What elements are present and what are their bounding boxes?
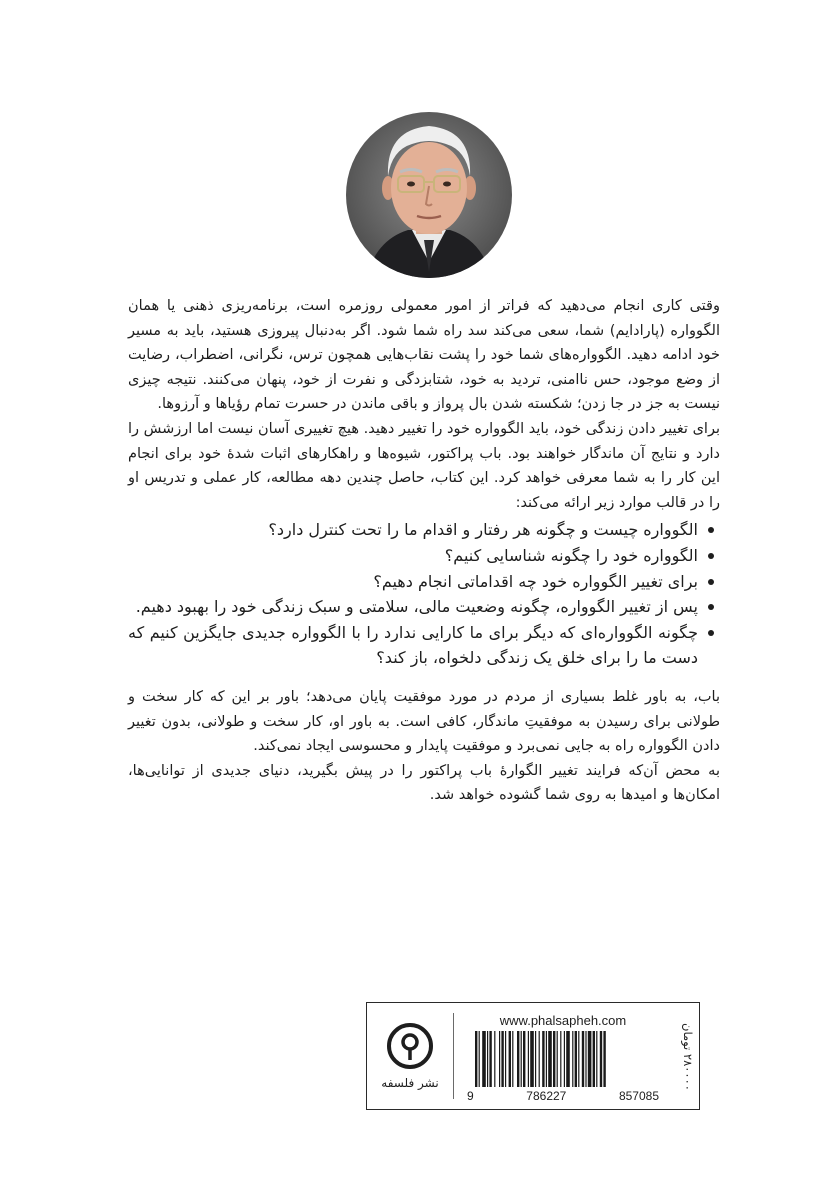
barcode-bar bbox=[553, 1031, 555, 1087]
barcode-bar bbox=[585, 1031, 586, 1087]
barcode-bar bbox=[539, 1031, 540, 1087]
isbn-digit-group: 786227 bbox=[526, 1089, 567, 1103]
list-item bbox=[128, 594, 698, 620]
list-item bbox=[128, 517, 698, 543]
closing-paragraph: به محض آن‌که فرایند تغییر الگوارهٔ باب پراکتور را در پیش بگیرید، دنیای جدیدی از توانایی‌ها، امکان‌ها و امیدها به روی شما گشوده خواهد شد. bbox=[128, 762, 720, 804]
barcode-bar bbox=[512, 1031, 513, 1087]
barcode-bar bbox=[499, 1031, 500, 1087]
barcode-bar bbox=[588, 1031, 592, 1087]
barcode-bar bbox=[528, 1031, 529, 1087]
bullet-icon bbox=[708, 527, 714, 533]
closing-paragraph: باب، به باور غلط بسیاری از مردم در مورد موفقیت پایان می‌دهد؛ باور بر این که کار سخت و طولانی برای رسیدن به موفقیتِ ماندگار، کافی است. به باور او، کار سخت و طولانی، بدون تغییر دادن الگوواره راه به جایی نمی‌برد و موفقیت پایدار و محسوسی ایجاد نمی‌کند. bbox=[128, 688, 720, 755]
barcode-bar bbox=[582, 1031, 584, 1087]
list-item bbox=[128, 620, 698, 671]
isbn-digit-group: 857085 bbox=[618, 1089, 659, 1103]
list-item-text: برای تغییر الگوواره خود چه اقداماتی انجام دهیم؟ bbox=[373, 571, 698, 591]
list-item-text: پس از تغییر الگوواره، چگونه وضعیت مالی، سلامتی و سبک زندگی خود را بهبود دهیم. bbox=[135, 597, 698, 617]
barcode-bar bbox=[489, 1031, 491, 1087]
publisher-logo-icon bbox=[386, 1022, 434, 1070]
barcode-bar bbox=[521, 1031, 522, 1087]
barcode-bar bbox=[542, 1031, 544, 1087]
publisher-name: نشر فلسفه bbox=[381, 1075, 439, 1090]
intro-paragraph: برای تغییر دادن زندگی خود، باید الگوواره خود را تغییر دهید. هیچ تغییری آسان نیست اما ارزشش را دارد و نتایج آن ماندگار خواهند بود. باب پراکتور، شیوه‌ها و راهکارهای اثبات شدهٔ خود برای انجام این کار را به شما معرفی خواهد کرد. این کتاب، حاصل چندین دهه مطالعه، کار عملی و تدریس او را در قالب موارد زیر ارائه می‌کند: bbox=[128, 420, 720, 511]
barcode-bar bbox=[535, 1031, 536, 1087]
barcode-bar bbox=[479, 1031, 480, 1087]
bullet-icon bbox=[708, 579, 714, 585]
intro-paragraph: وقتی کاری انجام می‌دهید که فراتر از امور معمولی روزمره است، برنامه‌ریزی ذهنی یا همان الگوواره (پارادایم) شما، سعی می‌کند سد راه شما شود. اگر به‌دنبال پیروزی هستید، باید به مسیر خود ادامه دهید. الگوواره‌های شما خود را پشت نقاب‌هایی همچون ترس، نگرانی، اضطراب، رضایت از وضع موجود، حس ناامنی، تردید به خود، شتابزدگی و نفرت از خود، پنهان می‌کنند. نتیجه چیزی نیست به جز در جا زدن؛ شکسته شدن بال پرواز و باقی ماندن در حسرت تمام رؤیاها و آرزوها. bbox=[128, 298, 720, 413]
barcode-bar bbox=[593, 1031, 595, 1087]
barcode-bar bbox=[505, 1031, 506, 1087]
barcode-bar bbox=[530, 1031, 534, 1087]
barcode-bar bbox=[575, 1031, 577, 1087]
barcode-bar bbox=[566, 1031, 570, 1087]
list-item bbox=[128, 569, 698, 595]
barcode-bar bbox=[482, 1031, 486, 1087]
author-portrait-icon bbox=[346, 112, 512, 278]
publisher-website: www.phalsapheh.com bbox=[499, 1013, 627, 1028]
list-item-text: الگوواره خود را چگونه شناسایی کنیم؟ bbox=[444, 545, 698, 565]
barcode-bar bbox=[487, 1031, 488, 1087]
bullet-icon bbox=[708, 630, 714, 636]
list-item-text: الگوواره چیست و چگونه هر رفتار و اقدام ما را تحت کنترل دارد؟ bbox=[268, 520, 698, 540]
barcode-bar bbox=[546, 1031, 547, 1087]
isbn-digit-group: 9 bbox=[467, 1089, 474, 1103]
barcode-bar bbox=[475, 1031, 477, 1087]
barcode-bar bbox=[494, 1031, 495, 1087]
barcode-bar bbox=[560, 1031, 561, 1087]
barcode-bar bbox=[578, 1031, 579, 1087]
publisher-block bbox=[367, 1003, 453, 1108]
barcode-bar bbox=[596, 1031, 597, 1087]
author-portrait bbox=[346, 112, 512, 278]
list-item-text: چگونه الگوواره‌ای که دیگر برای ما کارایی ندارد را با الگوواره جدیدی جایگزین کنیم که دست ما را برای خلق یک زندگی دلخواه، باز کند؟ bbox=[128, 622, 698, 668]
barcode-bar bbox=[600, 1031, 602, 1087]
barcode-bar bbox=[523, 1031, 525, 1087]
barcode-bar bbox=[509, 1031, 511, 1087]
barcode-bar bbox=[564, 1031, 565, 1087]
price-label: ۲۸۰۰۰۰ تومان bbox=[681, 1023, 695, 1091]
divider bbox=[453, 1013, 454, 1099]
barcode-bar bbox=[501, 1031, 503, 1087]
barcode-bar bbox=[557, 1031, 558, 1087]
isbn-digits bbox=[463, 1089, 663, 1103]
isbn-barcode bbox=[473, 1031, 659, 1087]
description-text bbox=[128, 294, 720, 808]
barcode-bar bbox=[572, 1031, 573, 1087]
barcode-bar bbox=[517, 1031, 519, 1087]
info-box bbox=[366, 1002, 700, 1110]
bullet-list bbox=[128, 517, 720, 671]
list-item bbox=[128, 543, 698, 569]
bullet-icon bbox=[708, 604, 714, 610]
barcode-bar bbox=[548, 1031, 552, 1087]
bullet-icon bbox=[708, 553, 714, 559]
barcode-bar bbox=[603, 1031, 605, 1087]
